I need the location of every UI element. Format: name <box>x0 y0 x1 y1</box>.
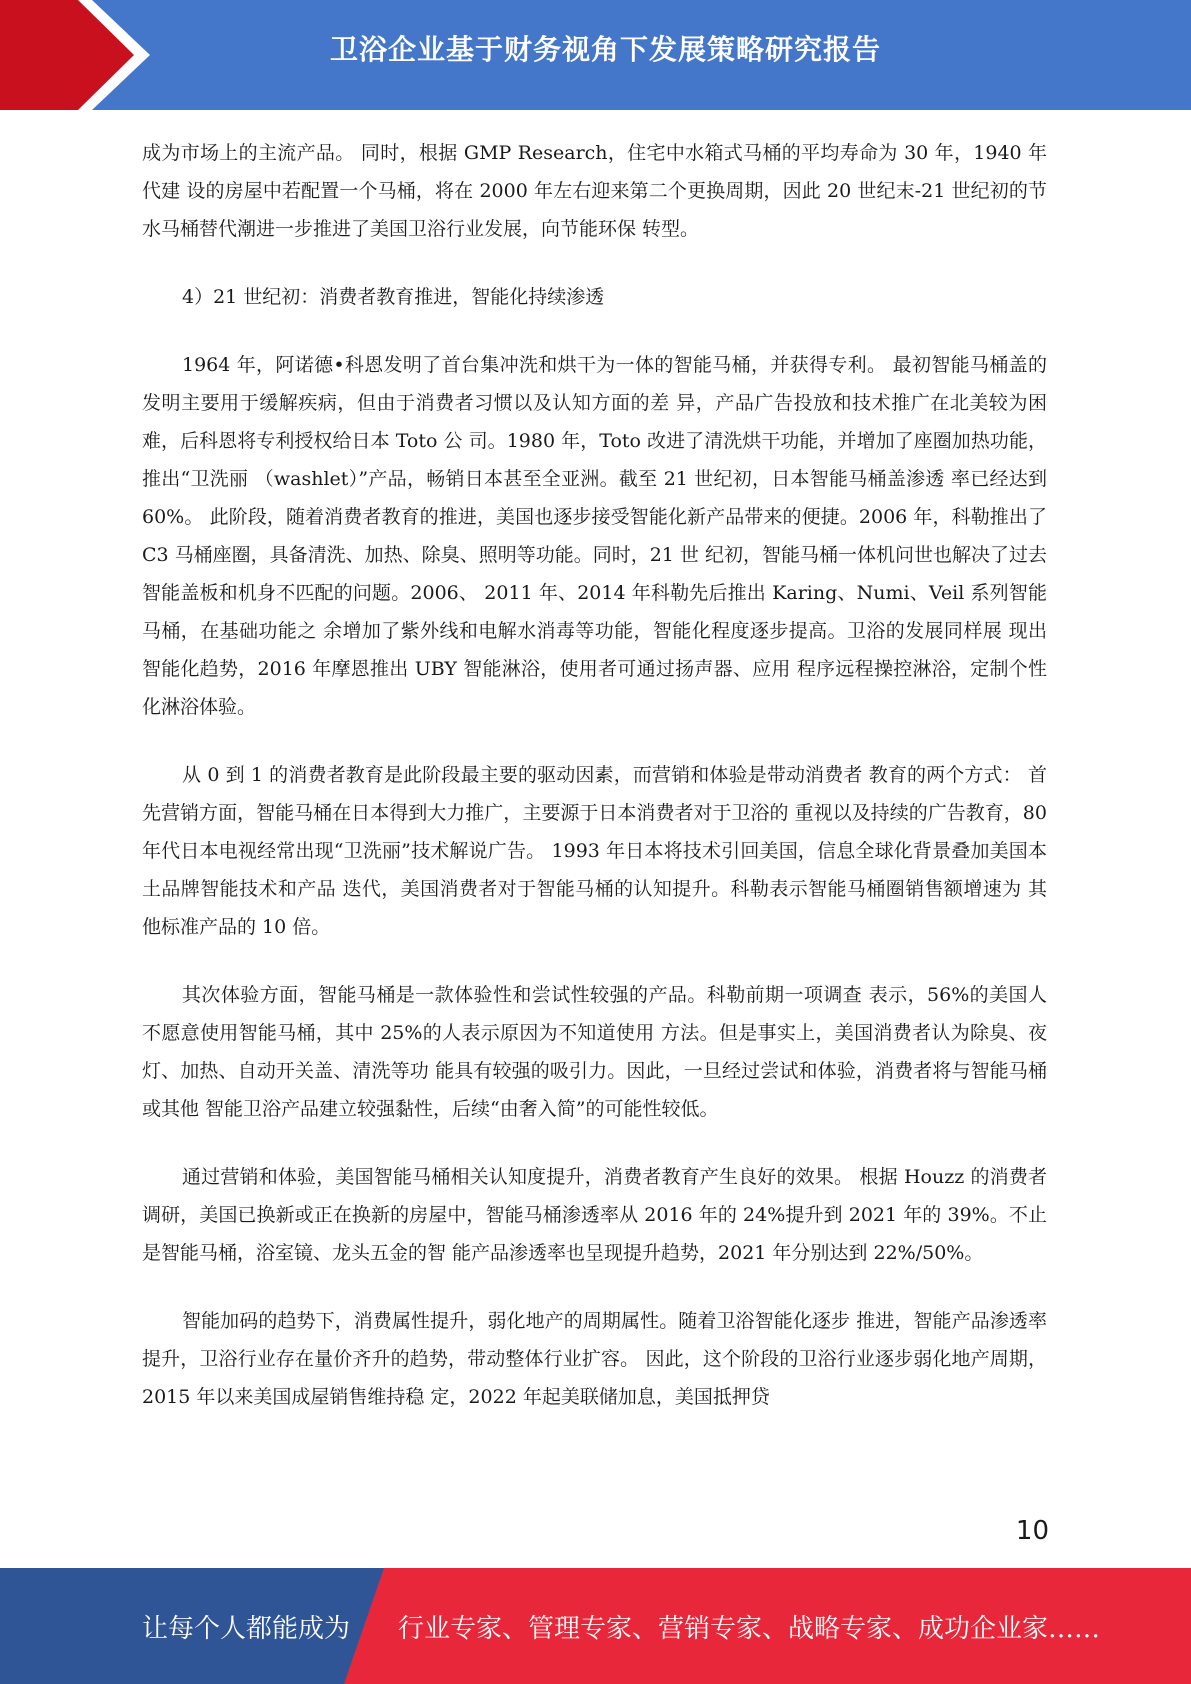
paragraph-6: 智能加码的趋势下，消费属性提升，弱化地产的周期属性。随着卫浴智能化逐步 推进，智能产品渗透率提升，卫浴行业存在量价齐升的趋势，带动整体行业扩容。 因此，这个阶段的卫浴行业逐步弱化地产周期，2015 年以来美国成屋销售维持稳 定，2022 年起美联储加息，美国抵押贷 <box>142 1310 1047 1408</box>
body-content <box>142 134 1047 1446</box>
section-heading: 4）21 世纪初：消费者教育推进，智能化持续渗透 <box>182 286 605 308</box>
paragraph-1: 成为市场上的主流产品。 同时，根据 GMP Research，住宅中水箱式马桶的平均寿命为 30 年，1940 年代建 设的房屋中若配置一个马桶，将在 2000 年左右迎来第二个更换周期，因此 20 世纪末-21 世纪初的节水马桶替代潮进一步推进了美国卫浴行业发展，向节能环保 转型。 <box>142 142 1047 240</box>
paragraph-2: 1964 年，阿诺德•科恩发明了首台集冲洗和烘干为一体的智能马桶，并获得专利。 最初智能马桶盖的发明主要用于缓解疾病，但由于消费者习惯以及认知方面的差 异，产品广告投放和技术推广在北美较为困难，后科恩将专利授权给日本 Toto 公 司。1980 年，Toto 改进了清洗烘干功能，并增加了座圈加热功能，推出“卫洗丽 （washlet）”产品，畅销日本甚至全亚洲。截至 21 世纪初，日本智能马桶盖渗透 率已经达到 60%。 此阶段，随着消费者教育的推进，美国也逐步接受智能化新产品带来的便捷。2006 年，科勒推出了 C3 马桶座圈，具备清洗、加热、除臭、照明等功能。同时，21 世 纪初，智能马桶一体机问世也解决了过去智能盖板和机身不匹配的问题。2006、 2011 年、2014 年科勒先后推出 Karing、Numi、Veil 系列智能马桶，在基础功能之 余增加了紫外线和电解水消毒等功能，智能化程度逐步提高。卫浴的发展同样展 现出智能化趋势，2016 年摩恩推出 UBY 智能淋浴，使用者可通过扬声器、应用 程序远程操控淋浴，定制个性化淋浴体验。 <box>142 354 1047 718</box>
page-footer <box>0 1568 1191 1684</box>
footer-slogan-right: 行业专家、管理专家、营销专家、战略专家、成功企业家…… <box>398 1614 1101 1644</box>
page-number: 10 <box>1015 1516 1049 1546</box>
page-header <box>0 0 1191 110</box>
footer-slogan-left: 让每个人都能成为 <box>142 1614 351 1644</box>
report-title: 卫浴企业基于财务视角下发展策略研究报告 <box>330 33 882 66</box>
paragraph-4: 其次体验方面，智能马桶是一款体验性和尝试性较强的产品。科勒前期一项调查 表示，56%的美国人不愿意使用智能马桶，其中 25%的人表示原因为不知道使用 方法。但是事实上，美国消费者认为除臭、夜灯、加热、自动开关盖、清洗等功 能具有较强的吸引力。因此，一旦经过尝试和体验，消费者将与智能马桶或其他 智能卫浴产品建立较强黏性，后续“由奢入简”的可能性较低。 <box>142 984 1047 1120</box>
paragraph-3: 从 0 到 1 的消费者教育是此阶段最主要的驱动因素，而营销和体验是带动消费者 教育的两个方式： 首先营销方面，智能马桶在日本得到大力推广，主要源于日本消费者对于卫浴的 重视以及持续的广告教育，80 年代日本电视经常出现“卫洗丽”技术解说广告。 1993 年日本将技术引回美国，信息全球化背景叠加美国本土品牌智能技术和产品 迭代，美国消费者对于智能马桶的认知提升。科勒表示智能马桶圈销售额增速为 其他标准产品的 10 倍。 <box>142 764 1047 938</box>
paragraph-5: 通过营销和体验，美国智能马桶相关认知度提升，消费者教育产生良好的效果。 根据 Houzz 的消费者调研，美国已换新或正在换新的房屋中，智能马桶渗透率从 2016 年的 24%提升到 2021 年的 39%。不止是智能马桶，浴室镜、龙头五金的智 能产品渗透率也呈现提升趋势，2021 年分别达到 22%/50%。 <box>142 1166 1047 1264</box>
